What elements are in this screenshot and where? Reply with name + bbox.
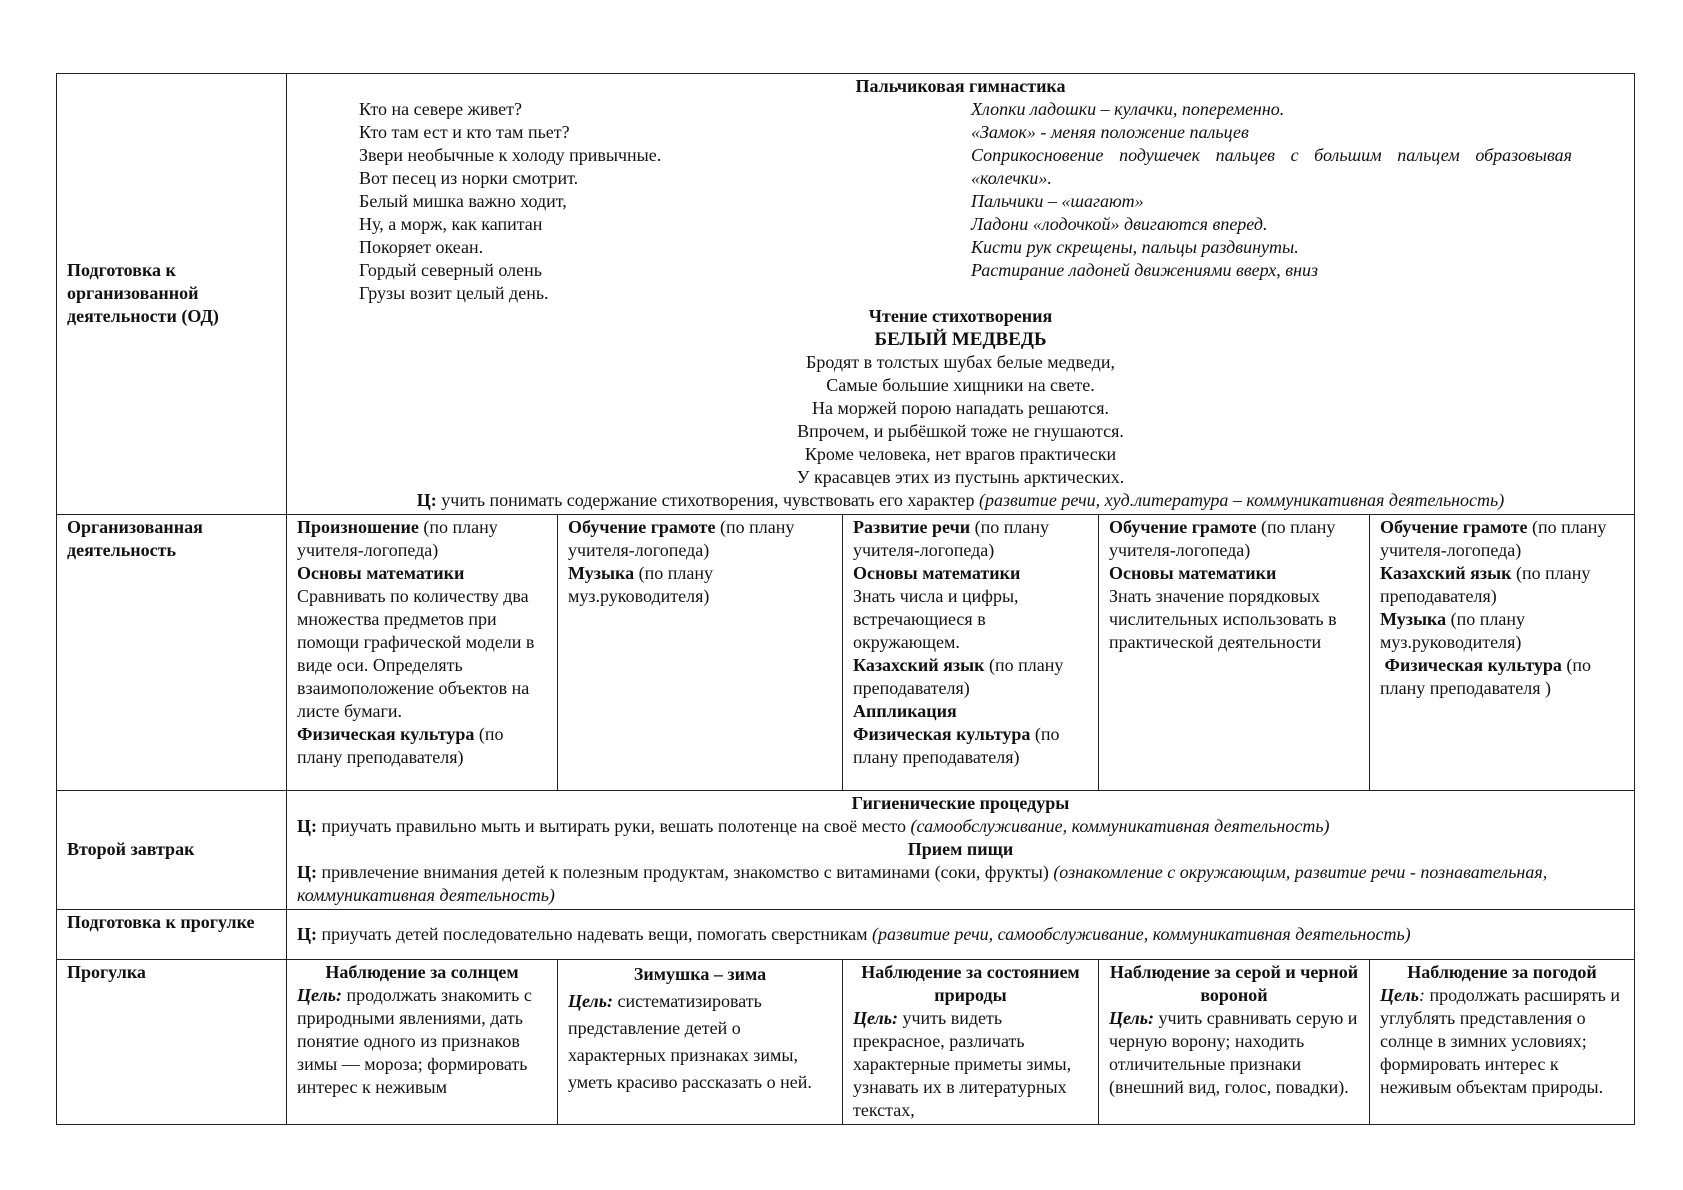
movement-column [971, 98, 1572, 305]
poem-line: Кто там ест и кто там пьет? [359, 122, 570, 142]
label-text: Подготовка к прогулке [67, 912, 255, 932]
goal-prefix: Ц: [297, 816, 317, 836]
goal-text: привлечение внимания детей к полезным продуктам, знакомство с витаминами (соки, фрукты) [317, 862, 1054, 882]
movement-line: «Замок» - меняя положение пальцев [971, 122, 1249, 142]
subject-note: (по плану учителя-логопеда) [1109, 517, 1336, 560]
walk-goal-label: Цель: [1109, 1008, 1154, 1028]
subject-title: Физическая культура [853, 724, 1031, 744]
subject-note: (по плану преподавателя ) [1380, 655, 1591, 698]
row-preparation [57, 74, 1635, 515]
goal-prefix: Ц: [297, 862, 317, 882]
walk-title: Наблюдение за солнцем [325, 962, 519, 982]
goal-text: приучать правильно мыть и вытирать руки, вешать полотенце на своё место [317, 816, 911, 836]
poem-line: Покоряет океан. [359, 237, 484, 257]
subject-note: (по плану учителя-логопеда) [568, 517, 795, 560]
goal-area: (ознакомление с окружающим, развитие речи - познавательная, коммуникативная деятельность) [297, 862, 1548, 905]
preparation-goal [297, 489, 1624, 512]
walk-title: Наблюдение за серой и черной вороной [1109, 962, 1359, 1005]
subject-title: Казахский язык [853, 655, 985, 675]
meal-title: Прием пищи [907, 839, 1014, 859]
subject-note: (по плану учителя-логопеда) [1380, 517, 1607, 560]
walk-goal-label: Цель [1380, 985, 1420, 1005]
bear-poem-line: На моржей порою нападать решаются. [812, 398, 1109, 418]
subject-title: Аппликация [853, 701, 957, 721]
goal-prefix: Ц: [416, 490, 437, 510]
bear-poem-line: Впрочем, и рыбёшкой тоже не гнушаются. [797, 421, 1124, 441]
subject-note: (по плану муз.руководителя) [568, 563, 714, 606]
subject-title: Основы математики [853, 563, 1021, 583]
walk-goal-label: Цель: [568, 991, 613, 1011]
row-label-walk-prep [57, 910, 287, 960]
poem-line: Белый мишка важно ходит, [359, 191, 567, 211]
organized-day-2 [558, 515, 843, 791]
walk-goal-text: продолжать знакомить с природными явлениями, дать понятие одного из признаков зимы — мороза; формировать интерес к неживым [297, 985, 532, 1097]
row-label-walk [57, 960, 287, 1125]
movement-line: Ладони «лодочкой» двигаются вперед. [971, 214, 1268, 234]
walk-day-2 [558, 960, 843, 1125]
meal-goal [297, 861, 1624, 907]
poem-line: Кто на севере живет? [359, 99, 522, 119]
subject-note: (по плану преподавателя) [1380, 563, 1591, 606]
row-organized [57, 515, 1635, 791]
subject-title: Основы математики [297, 563, 465, 583]
movement-line: Кисти рук скрещены, пальцы раздвинуты. [971, 237, 1299, 257]
poem-line: Гордый северный олень [359, 260, 542, 280]
subject-note: (по плану преподавателя) [853, 655, 1064, 698]
hygiene-goal [297, 815, 1624, 838]
movement-line: Растирание ладоней движениями вверх, вниз [971, 260, 1319, 280]
preparation-content [287, 74, 1635, 515]
movement-line: Хлопки ладошки – кулачки, попеременно. [971, 99, 1285, 119]
subject-title: Развитие речи [853, 517, 971, 537]
subject-title: Обучение грамоте [1109, 517, 1257, 537]
bear-poem-line: У красавцев этих из пустынь арктических. [796, 467, 1125, 487]
subject-title: Основы математики [1109, 563, 1277, 583]
subject-note: (по плану учителя-логопеда) [853, 517, 1049, 560]
subject-title: Произношение [297, 517, 419, 537]
subject-note: Знать числа и цифры, встречающиеся в окружающем. [853, 586, 1019, 652]
subject-note: (по плану преподавателя) [297, 724, 504, 767]
breakfast-content [287, 791, 1635, 910]
finger-gymnastics-title: Пальчиковая гимнастика [855, 76, 1066, 96]
subject-title: Музыка [1380, 609, 1447, 629]
goal-area: (самообслуживание, коммуникативная деятельность) [910, 816, 1330, 836]
subject-title: Обучение грамоте [568, 517, 716, 537]
subject-note: (по плану преподавателя) [853, 724, 1060, 767]
walk-day-1 [287, 960, 558, 1125]
poem-line: Ну, а морж, как капитан [359, 214, 543, 234]
label-text: Прогулка [67, 962, 146, 982]
poem-line: Вот песец из норки смотрит. [359, 168, 579, 188]
walk-prep-content [287, 910, 1635, 960]
subject-note: Знать значение порядковых числительных использовать в практической деятельности [1109, 586, 1337, 652]
row-label-organized [57, 515, 287, 791]
subject-title: Музыка [568, 563, 635, 583]
walk-title: Наблюдение за состоянием природы [861, 962, 1080, 1005]
bear-poem-line: Бродят в толстых шубах белые медведи, [806, 352, 1115, 372]
walk-day-4 [1099, 960, 1370, 1125]
movement-line: Пальчики – «шагают» [971, 191, 1144, 211]
organized-day-4 [1099, 515, 1370, 791]
walk-goal-text: учить сравнивать серую и черную ворону; находить отличительные признаки (внешний вид, голос, повадки). [1109, 1008, 1358, 1097]
walk-goal-text: продолжать расширять и углублять представления о солнце в зимних условиях; формировать интерес к неживым объектам природы. [1380, 985, 1621, 1097]
poem-column [359, 98, 971, 305]
subject-title: Физическая культура [1384, 655, 1562, 675]
label-text: Второй завтрак [67, 839, 195, 859]
goal-prefix: Ц: [297, 923, 317, 944]
walk-goal-text: систематизировать представление детей о характерных признаках зимы, уметь красиво рассказать о ней. [568, 991, 812, 1092]
walk-goal-label: Цель: [853, 1008, 898, 1028]
row-label-breakfast [57, 791, 287, 910]
walk-goal-label: Цель: [297, 985, 342, 1005]
organized-day-1 [287, 515, 558, 791]
poem-line: Грузы возит целый день. [359, 283, 549, 303]
organized-day-5 [1370, 515, 1635, 791]
label-text: Подготовка к организованной деятельности (ОД) [67, 260, 219, 326]
poem-line: Звери необычные к холоду привычные. [359, 145, 662, 165]
row-walk-prep [57, 910, 1635, 960]
bear-poem [297, 351, 1624, 489]
poem-title: БЕЛЫЙ МЕДВЕДЬ [874, 329, 1047, 350]
hygiene-title: Гигиенические процедуры [851, 793, 1070, 813]
subject-note: Сравнивать по количеству два множества предметов при помощи графической модели в виде оси. Определять взаимоположение объектов на листе бумаги. [297, 586, 535, 721]
walk-title: Зимушка – зима [633, 964, 767, 984]
bear-poem-line: Самые большие хищники на свете. [826, 375, 1095, 395]
label-text: Организованная деятельность [67, 517, 203, 560]
walk-goal-colon: : [1419, 985, 1426, 1005]
subject-title: Обучение грамоте [1380, 517, 1528, 537]
reading-title: Чтение стихотворения [868, 306, 1053, 326]
walk-goal-text: учить видеть прекрасное, различать характерные приметы зимы, узнавать их в литературных текстах, [853, 1008, 1072, 1120]
subject-note: (по плану учителя-логопеда) [297, 517, 498, 560]
row-label-preparation [57, 74, 287, 515]
bear-poem-line: Кроме человека, нет врагов практически [804, 444, 1117, 464]
walk-title: Наблюдение за погодой [1407, 962, 1597, 982]
walk-day-3 [843, 960, 1099, 1125]
organized-day-3 [843, 515, 1099, 791]
subject-title: Физическая культура [297, 724, 475, 744]
goal-text: учить понимать содержание стихотворения, чувствовать его характер [436, 490, 980, 510]
goal-area: (развитие речи, самообслуживание, коммуникативная деятельность) [872, 923, 1411, 944]
goal-text: приучать детей последовательно надевать вещи, помогать сверстникам [317, 923, 872, 944]
goal-area: (развитие речи, худ.литература – коммуникативная деятельность) [979, 490, 1505, 510]
subject-note: (по плану муз.руководителя) [1380, 609, 1526, 652]
finger-gymnastics-block [297, 98, 1624, 305]
subject-title: Казахский язык [1380, 563, 1512, 583]
row-breakfast [57, 791, 1635, 910]
row-walk [57, 960, 1635, 1125]
walk-day-5 [1370, 960, 1635, 1125]
movement-line: Соприкосновение подушечек пальцев с большим пальцем образовывая «колечки». [971, 145, 1573, 188]
plan-table [56, 73, 1635, 1125]
